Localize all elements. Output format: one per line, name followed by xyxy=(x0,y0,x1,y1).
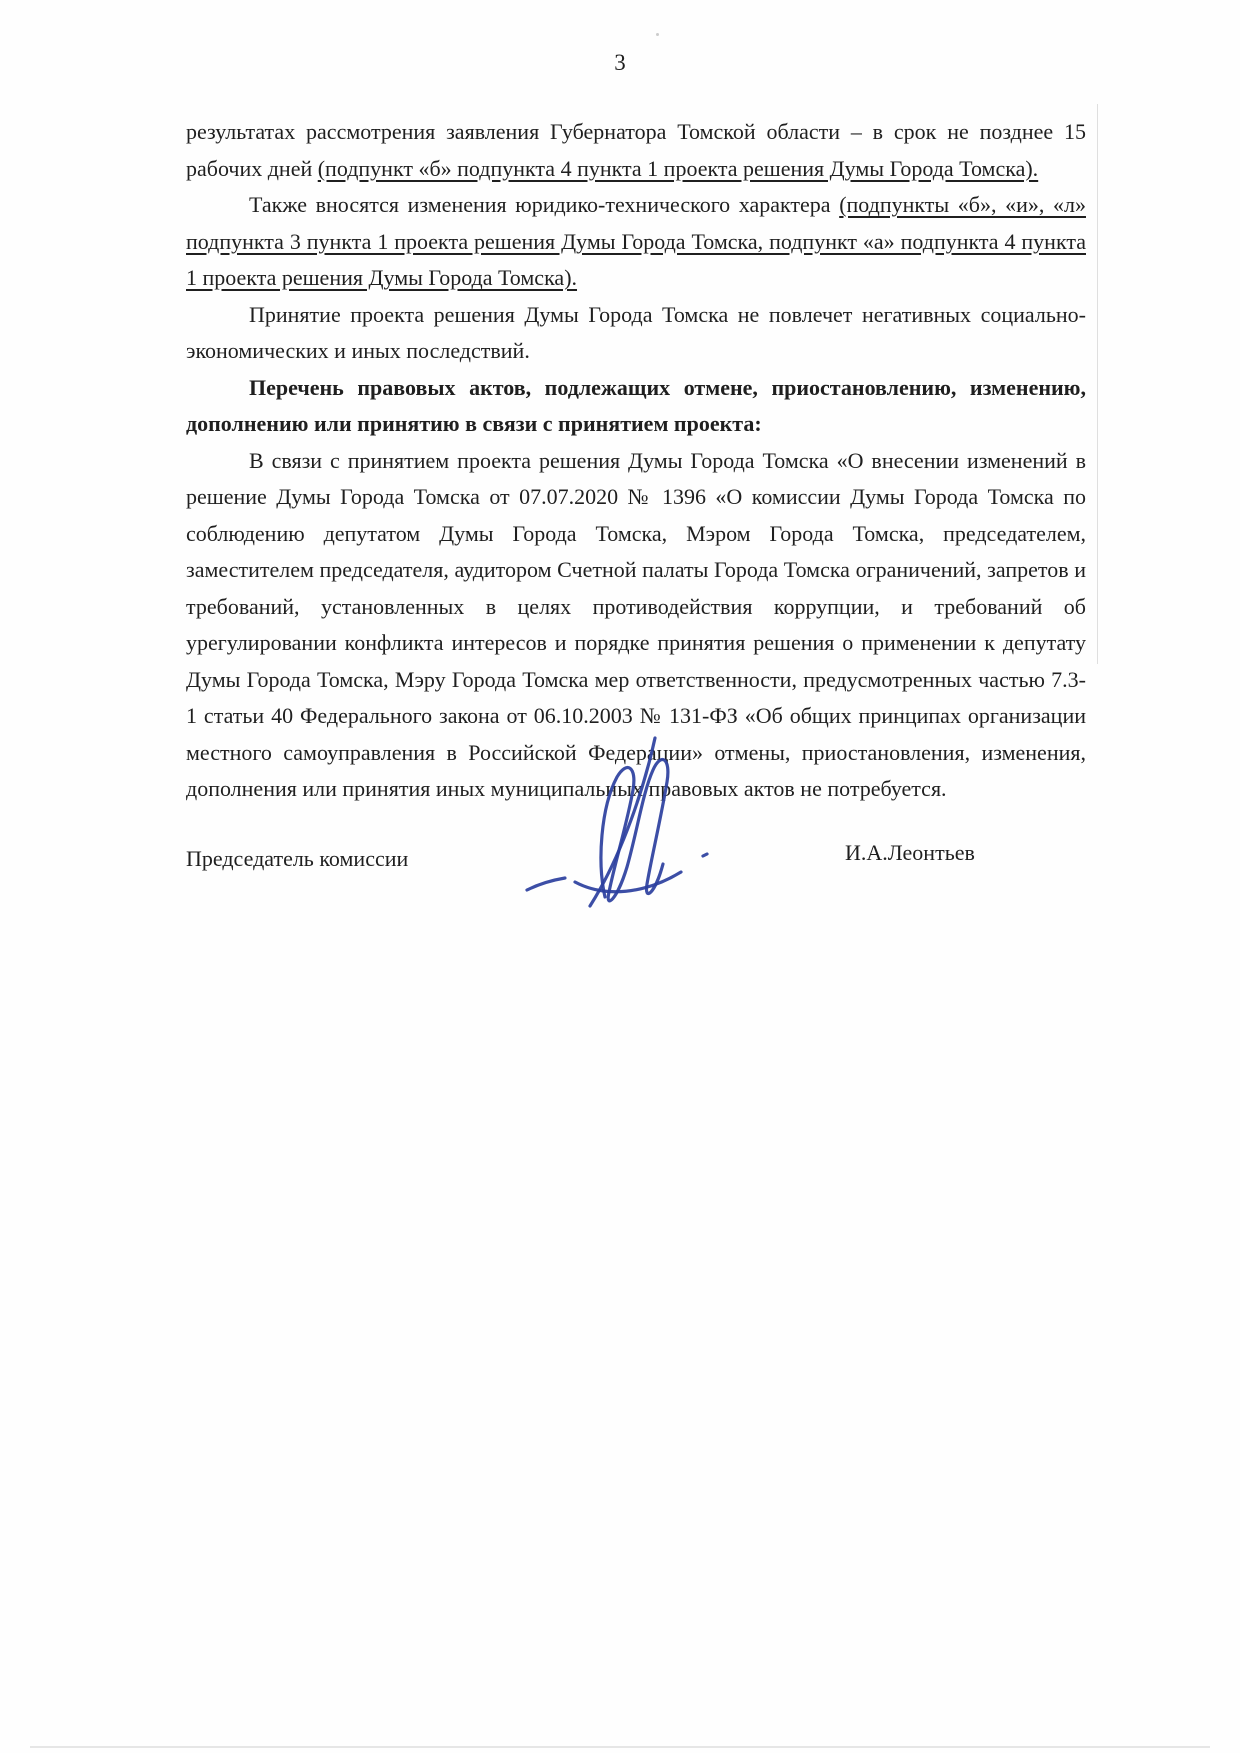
signature-stroke xyxy=(703,854,707,856)
handwritten-signature xyxy=(505,732,740,917)
text-run: Принятие проекта решения Думы Города Томска не повлечет негативных социально-экономических и иных последствий. xyxy=(186,301,1086,363)
signature-stroke xyxy=(527,878,565,890)
signature-stroke xyxy=(601,760,668,901)
scan-artifact-speck xyxy=(656,33,659,36)
scan-artifact-line xyxy=(30,1746,1210,1748)
paragraph xyxy=(186,187,1086,297)
paragraph xyxy=(186,370,1086,443)
page-number: 3 xyxy=(614,50,626,75)
underlined-text-run: (подпункты «б», «и», «л» подпункта 3 пункта 1 проекта решения Думы Города Томска, подпункт «а» подпункта 4 пункта 1 проекта решения Думы Города Томска). xyxy=(186,192,1086,290)
text-run: Также вносятся изменения юридико-технического характера xyxy=(249,192,840,217)
text-run: В связи с принятием проекта решения Думы Города Томска «О внесении изменений в решение Думы Города Томска от 07.07.2020 № 1396 «О комиссии Думы Города Томска по соблюдению депутатом Думы Города Томска, Мэром Города Томска, председателем, заместителем председателя, аудитором Счетной палаты Города Томска ограничений, запретов и требований, установленных в целях противодействия коррупции, и требований об урегулировании конфликта интересов и порядке принятия решения о применении к депутату Думы Города Томска, Мэру Города Томска мер ответственности, предусмотренных частью 7.3-1 статьи 40 Федерального закона от 06.10.2003 № 131-ФЗ «Об общих принципах организации местного самоуправления в Российской Федерации» отмены, приостановления, изменения, дополнения или принятия иных муниципальных правовых актов не потребуется. xyxy=(186,447,1086,801)
paragraph xyxy=(186,114,1086,187)
text-run: результатах рассмотрения заявления Губернатора Томской области – в срок не позднее 15 рабочих дней xyxy=(186,119,1086,181)
signature-stroke xyxy=(575,872,681,892)
text-run: Перечень правовых актов, подлежащих отмене, приостановлению, изменению, дополнению или принятию в связи с принятием проекта: xyxy=(186,374,1086,436)
scan-artifact-line xyxy=(1097,104,1098,664)
document-body xyxy=(186,114,1086,808)
signatory-name: И.А.Леонтьев xyxy=(845,840,975,865)
signatory-title: Председатель комиссии xyxy=(186,846,409,871)
underlined-text-run: (подпункт «б» подпункта 4 пункта 1 проекта решения Думы Города Томска). xyxy=(317,155,1039,181)
paragraph xyxy=(186,297,1086,370)
